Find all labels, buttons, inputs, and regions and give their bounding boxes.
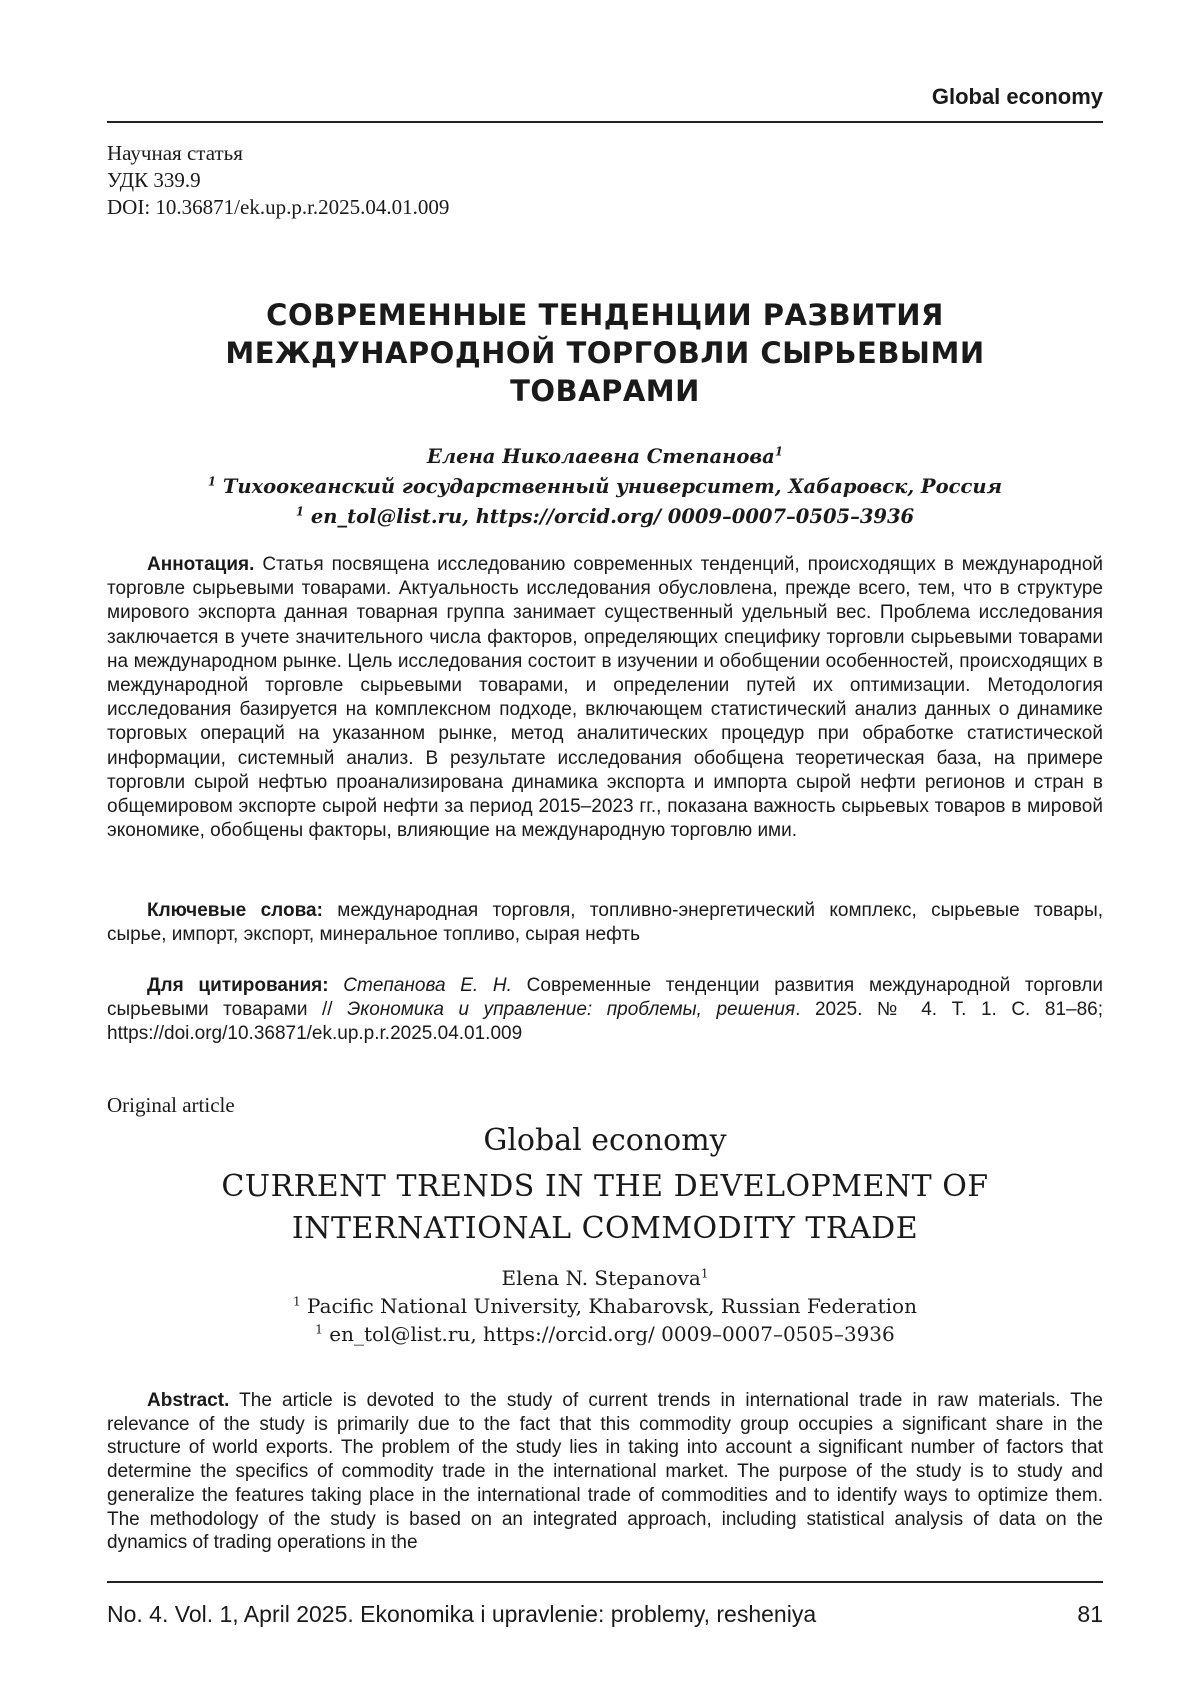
en-abstract-text: The article is devoted to the study of current trends in international trade in raw materials. The relevance of the study is primarily due to the fact that this commodity group occupies a significant share in the structure of world exports. The problem of the study lies in taking into account a significant number of factors that determine the specifics of commodity trade in the international market. The purpose of the study is to study and generalize the features taking place in the international trade of commodities and to identify ways to optimize them. The methodology of the study is based on an integrated approach, including statistical analysis of data on the dynamics of trading operations in the — [107, 1390, 1103, 1554]
ru-title — [107, 296, 1103, 410]
ru-keywords-text: международная торговля, топливно-энергетический комплекс, сырьевые товары, сырье, импорт, экспорт, минеральное топливо, сырая нефть — [107, 900, 1104, 946]
ru-citation: Для цитирования: Степанова Е. Н. Современные тенденции развития международной торговли сырьевыми товарами // Экономика и управление: проблемы, решения. 2025. № 4. Т. 1. С. 81–86; https://doi.org/10.36871/ek.up.p.r.2025.04.01.009 — [107, 975, 1103, 1045]
en-affiliation: $^1$ Pacific National University, Khabarovsk, Russian Federation — [293, 1294, 917, 1318]
ru-title-line: МЕЖДУНАРОДНОЙ ТОРГОВЛИ СЫРЬЕВЫМИ — [225, 336, 985, 370]
page-number: 81 — [1077, 1601, 1103, 1627]
en-contact: $^1$ en_tol@list.ru, https://orcid.org/ 0009–0007–0505–3936 — [315, 1322, 895, 1346]
en-abstract-label: Abstract. — [147, 1390, 230, 1411]
en-abstract — [107, 1389, 1103, 1555]
ru-author-block — [107, 442, 1103, 532]
en-author-block — [107, 1264, 1103, 1348]
en-title — [107, 1166, 1103, 1250]
ru-keywords-label: Ключевые слова: — [147, 900, 323, 921]
article-meta — [107, 140, 449, 221]
ru-keywords — [107, 899, 1103, 947]
ru-abstract — [107, 553, 1103, 843]
ru-affiliation: $^1$ Тихоокеанский государственный университет, Хабаровск, Россия — [207, 474, 1003, 498]
header-rule — [107, 121, 1103, 123]
ru-author: Елена Николаевна Степанова$^1$ — [427, 444, 783, 468]
doi: DOI: 10.36871/ek.up.p.r.2025.04.01.009 — [107, 195, 450, 219]
ru-citation-label: Для цитирования: — [147, 975, 329, 996]
footer-journal: No. 4. Vol. 1, April 2025. Ekonomika i upravlenie: problemy, resheniya — [107, 1601, 817, 1627]
article-type: Научная статья — [107, 141, 243, 165]
footer-rule — [107, 1581, 1103, 1583]
udk: УДК 339.9 — [107, 168, 201, 192]
en-section-title: Global economy — [483, 1123, 727, 1158]
ru-abstract-text: Статья посвящена исследованию современных тенденций, происходящих в международной торговле сырьевыми товарами. Актуальность исследования обусловлена, прежде всего, тем, что в структуре мирового экспорта данная товарная группа занимает существенный удельный вес. Проблема исследования заключается в учете значительного числа факторов, определяющих специфику торговли сырьевыми товарами на международном рынке. Цель исследования состоит в изучении и обобщении особенностей, происходящих в международной торговле сырьевыми товарами, и определении путей их оптимизации. Методология исследования базируется на комплексном подходе, включающем статистический анализ данных о динамике торговых операций на указанном рынке, метод аналитических процедур при обработке статистической информации, системный анализ. В результате исследования обобщена теоретическая база, на примере торговли сырой нефтью проанализирована динамика экспорта и импорта сырой нефти регионов и стран в общемировом экспорте сырой нефти за период 2015–2023 гг., показана важность сырьевых товаров в мировой экономике, обобщены факторы, влияющие на международную торговлю ими. — [107, 554, 1104, 842]
en-title-line: INTERNATIONAL COMMODITY TRADE — [291, 1211, 919, 1246]
ru-contact: $^1$ en_tol@list.ru, https://orcid.org/ 0009–0007–0505–3936 — [295, 504, 915, 528]
ru-title-line: СОВРЕМЕННЫЕ ТЕНДЕНЦИИ РАЗВИТИЯ — [266, 298, 944, 332]
en-title-line: CURRENT TRENDS IN THE DEVELOPMENT OF — [221, 1169, 989, 1204]
en-article-type: Original article — [107, 1093, 235, 1117]
en-author: Elena N. Stepanova$^1$ — [501, 1266, 709, 1290]
ru-abstract-label: Аннотация. — [147, 554, 255, 575]
ru-title-line: ТОВАРАМИ — [510, 374, 700, 408]
running-header: Global economy — [931, 84, 1103, 109]
